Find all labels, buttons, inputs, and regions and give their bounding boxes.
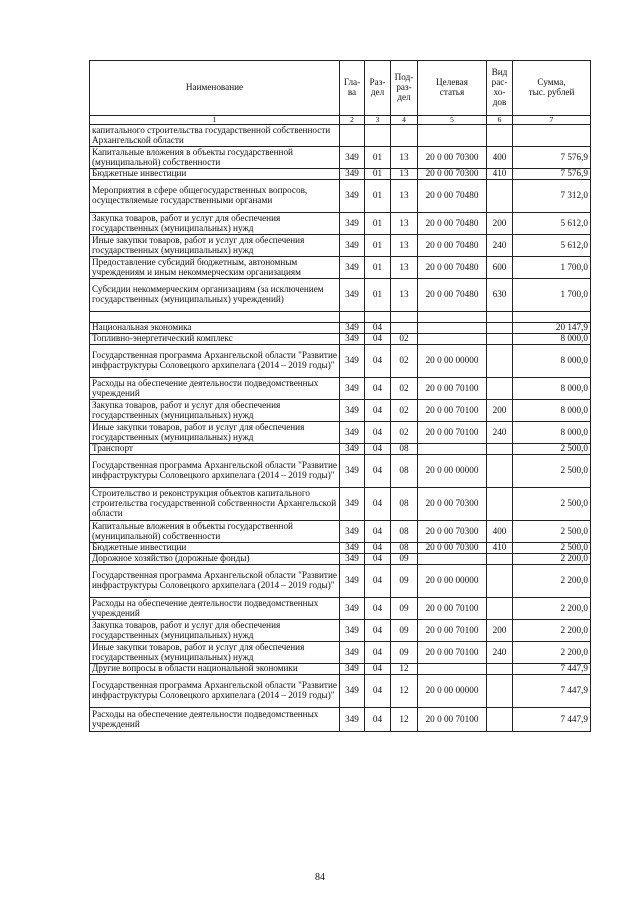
row-subsection: 12 [391, 675, 418, 708]
col-index: 7 [513, 116, 591, 125]
table-row [90, 422, 591, 444]
row-name: Государственная программа Архангельской области "Развитие инфраструктуры Соловецкого архипелага (2014 – 2019 годы)" [90, 565, 340, 598]
row-chapter: 349 [340, 257, 365, 279]
row-expense-type [487, 554, 513, 565]
table-row [90, 444, 591, 455]
row-chapter: 349 [340, 213, 365, 235]
row-target-item [418, 334, 487, 345]
row-target-item: 20 0 00 70480 [418, 213, 487, 235]
row-section: 04 [365, 455, 391, 488]
row-name: Дорожное хозяйство (дорожные фонды) [90, 554, 340, 565]
row-sum: 2 500,0 [513, 444, 591, 455]
table-row [90, 488, 591, 521]
row-subsection: 13 [391, 213, 418, 235]
row-subsection [391, 312, 418, 323]
row-section: 04 [365, 642, 391, 664]
row-target-item: 20 0 00 70100 [418, 708, 487, 732]
row-section: 01 [365, 180, 391, 213]
row-target-item: 20 0 00 70100 [418, 400, 487, 422]
row-subsection: 08 [391, 455, 418, 488]
row-expense-type: 200 [487, 620, 513, 642]
table-row [90, 169, 591, 180]
row-expense-type [487, 675, 513, 708]
table-row [90, 642, 591, 664]
col-index: 3 [365, 116, 391, 125]
header-target-item: Целевая статья [418, 61, 487, 116]
row-expense-type: 630 [487, 279, 513, 312]
row-section: 04 [365, 554, 391, 565]
row-target-item: 20 0 00 70480 [418, 235, 487, 257]
row-subsection: 02 [391, 334, 418, 345]
row-target-item [418, 125, 487, 147]
table-row [90, 125, 591, 147]
row-chapter: 349 [340, 598, 365, 620]
row-target-item [418, 554, 487, 565]
row-subsection: 02 [391, 345, 418, 378]
row-name: Другие вопросы в области национальной экономики [90, 664, 340, 675]
row-target-item [418, 664, 487, 675]
row-section: 01 [365, 169, 391, 180]
row-expense-type: 240 [487, 235, 513, 257]
row-target-item: 20 0 00 70480 [418, 180, 487, 213]
row-section: 04 [365, 334, 391, 345]
row-section: 01 [365, 213, 391, 235]
row-sum: 1 700,0 [513, 257, 591, 279]
row-chapter: 349 [340, 279, 365, 312]
row-expense-type [487, 708, 513, 732]
row-subsection: 09 [391, 554, 418, 565]
header-name: Наименование [90, 61, 340, 116]
row-name: Государственная программа Архангельской области "Развитие инфраструктуры Соловецкого архипелага (2014 – 2019 годы)" [90, 455, 340, 488]
row-chapter: 349 [340, 455, 365, 488]
row-expense-type: 200 [487, 213, 513, 235]
row-subsection: 08 [391, 521, 418, 543]
row-chapter: 349 [340, 378, 365, 400]
row-name: Строительство и реконструкция объектов капитального строительства государственной собственности Архангельской области [90, 488, 340, 521]
row-chapter: 349 [340, 444, 365, 455]
row-name: Субсидии некоммерческим организациям (за исключением государственных (муниципальных) учреждений) [90, 279, 340, 312]
row-section: 04 [365, 521, 391, 543]
row-target-item: 20 0 00 70100 [418, 642, 487, 664]
row-sum: 2 500,0 [513, 521, 591, 543]
row-expense-type [487, 455, 513, 488]
page-number: 84 [315, 872, 325, 883]
row-chapter [340, 125, 365, 147]
header-expense-type: Вид рас- хо- дов [487, 61, 513, 116]
row-name: Капитальные вложения в объекты государственной (муниципальной) собственности [90, 147, 340, 169]
row-chapter: 349 [340, 565, 365, 598]
table-row [90, 708, 591, 732]
row-subsection: 13 [391, 235, 418, 257]
row-target-item: 20 0 00 70480 [418, 279, 487, 312]
row-name: Бюджетные инвестиции [90, 169, 340, 180]
col-index: 1 [90, 116, 340, 125]
row-expense-type: 240 [487, 642, 513, 664]
row-sum: 8 000,0 [513, 378, 591, 400]
row-sum: 7 447,9 [513, 708, 591, 732]
row-chapter: 349 [340, 323, 365, 334]
row-subsection: 12 [391, 708, 418, 732]
table-row [90, 334, 591, 345]
row-name: Бюджетные инвестиции [90, 543, 340, 554]
row-target-item: 20 0 00 00000 [418, 565, 487, 598]
row-name [90, 312, 340, 323]
row-sum: 20 147,9 [513, 323, 591, 334]
row-chapter: 349 [340, 521, 365, 543]
row-target-item: 20 0 00 70480 [418, 257, 487, 279]
row-section: 04 [365, 565, 391, 598]
row-subsection: 08 [391, 488, 418, 521]
row-sum: 7 576,9 [513, 169, 591, 180]
budget-table-page [89, 60, 590, 732]
row-sum: 2 200,0 [513, 642, 591, 664]
row-target-item [418, 323, 487, 334]
row-expense-type [487, 312, 513, 323]
header-sum: Сумма, тыс. рублей [513, 61, 591, 116]
table-row [90, 213, 591, 235]
row-section: 01 [365, 257, 391, 279]
row-expense-type: 200 [487, 400, 513, 422]
row-chapter: 349 [340, 345, 365, 378]
table-row [90, 323, 591, 334]
row-name: Капитальные вложения в объекты государственной (муниципальной) собственности [90, 521, 340, 543]
row-name: Иные закупки товаров, работ и услуг для обеспечения государственных (муниципальных) нужд [90, 235, 340, 257]
row-target-item: 20 0 00 00000 [418, 675, 487, 708]
row-target-item: 20 0 00 70100 [418, 422, 487, 444]
table-row [90, 279, 591, 312]
row-expense-type [487, 598, 513, 620]
row-subsection: 08 [391, 543, 418, 554]
row-expense-type [487, 323, 513, 334]
table-row [90, 620, 591, 642]
row-sum: 7 447,9 [513, 675, 591, 708]
row-section: 04 [365, 675, 391, 708]
row-subsection: 02 [391, 378, 418, 400]
row-target-item: 20 0 00 70100 [418, 598, 487, 620]
row-section: 04 [365, 400, 391, 422]
row-chapter: 349 [340, 334, 365, 345]
row-chapter: 349 [340, 543, 365, 554]
row-section: 04 [365, 543, 391, 554]
row-section [365, 312, 391, 323]
row-chapter: 349 [340, 554, 365, 565]
row-expense-type: 600 [487, 257, 513, 279]
row-subsection: 02 [391, 422, 418, 444]
row-target-item: 20 0 00 70300 [418, 521, 487, 543]
row-expense-type [487, 180, 513, 213]
header-subsection: Под- раз- дел [391, 61, 418, 116]
budget-table [89, 60, 591, 732]
row-expense-type [487, 125, 513, 147]
row-section: 04 [365, 378, 391, 400]
row-chapter: 349 [340, 235, 365, 257]
row-name: Национальная экономика [90, 323, 340, 334]
row-name: Предоставление субсидий бюджетным, автономным учреждениям и иным некоммерческим организациям [90, 257, 340, 279]
row-sum [513, 312, 591, 323]
row-name: Закупка товаров, работ и услуг для обеспечения государственных (муниципальных) нужд [90, 213, 340, 235]
row-subsection: 13 [391, 180, 418, 213]
row-expense-type [487, 334, 513, 345]
row-expense-type: 400 [487, 521, 513, 543]
row-name: Государственная программа Архангельской области "Развитие инфраструктуры Соловецкого архипелага (2014 – 2019 годы)" [90, 675, 340, 708]
row-name: Иные закупки товаров, работ и услуг для обеспечения государственных (муниципальных) нужд [90, 642, 340, 664]
row-subsection: 08 [391, 444, 418, 455]
row-sum [513, 125, 591, 147]
row-section: 01 [365, 279, 391, 312]
table-row [90, 554, 591, 565]
row-name: Расходы на обеспечение деятельности подведомственных учреждений [90, 378, 340, 400]
row-section: 04 [365, 345, 391, 378]
table-row [90, 345, 591, 378]
table-row [90, 455, 591, 488]
table-row [90, 543, 591, 554]
row-sum: 7 312,0 [513, 180, 591, 213]
row-subsection: 13 [391, 279, 418, 312]
row-subsection [391, 125, 418, 147]
row-sum: 7 447,9 [513, 664, 591, 675]
row-section: 04 [365, 444, 391, 455]
row-target-item: 20 0 00 70300 [418, 488, 487, 521]
row-expense-type: 410 [487, 169, 513, 180]
row-section [365, 125, 391, 147]
row-section: 04 [365, 488, 391, 521]
row-chapter: 349 [340, 675, 365, 708]
row-sum: 8 000,0 [513, 345, 591, 378]
row-sum: 5 612,0 [513, 235, 591, 257]
table-row [90, 675, 591, 708]
row-section: 01 [365, 235, 391, 257]
row-chapter: 349 [340, 708, 365, 732]
row-name: Расходы на обеспечение деятельности подведомственных учреждений [90, 708, 340, 732]
row-chapter: 349 [340, 620, 365, 642]
row-name: Топливно-энергетический комплекс [90, 334, 340, 345]
row-name: капитального строительства государственной собственности Архангельской области [90, 125, 340, 147]
row-target-item: 20 0 00 70100 [418, 378, 487, 400]
row-section: 04 [365, 708, 391, 732]
row-subsection: 02 [391, 400, 418, 422]
table-row [90, 598, 591, 620]
row-subsection: 09 [391, 565, 418, 598]
row-sum: 2 500,0 [513, 455, 591, 488]
row-sum: 2 200,0 [513, 620, 591, 642]
header-section: Раз- дел [365, 61, 391, 116]
col-index: 5 [418, 116, 487, 125]
row-sum: 5 612,0 [513, 213, 591, 235]
row-sum: 8 000,0 [513, 422, 591, 444]
row-chapter: 349 [340, 400, 365, 422]
row-subsection: 09 [391, 620, 418, 642]
row-chapter: 349 [340, 642, 365, 664]
row-sum: 2 500,0 [513, 488, 591, 521]
row-subsection: 13 [391, 147, 418, 169]
row-target-item [418, 444, 487, 455]
row-chapter: 349 [340, 664, 365, 675]
row-name: Государственная программа Архангельской области "Развитие инфраструктуры Соловецкого архипелага (2014 – 2019 годы)" [90, 345, 340, 378]
table-row [90, 565, 591, 598]
row-target-item [418, 312, 487, 323]
row-sum: 2 200,0 [513, 598, 591, 620]
col-index: 6 [487, 116, 513, 125]
row-name: Мероприятия в сфере общегосударственных вопросов, осуществляемые государственными органами [90, 180, 340, 213]
table-row [90, 312, 591, 323]
header-row [90, 61, 591, 116]
row-name: Закупка товаров, работ и услуг для обеспечения государственных (муниципальных) нужд [90, 620, 340, 642]
row-sum: 2 500,0 [513, 543, 591, 554]
table-row [90, 257, 591, 279]
row-section: 01 [365, 147, 391, 169]
row-expense-type [487, 488, 513, 521]
row-chapter: 349 [340, 180, 365, 213]
row-chapter: 349 [340, 422, 365, 444]
row-subsection [391, 323, 418, 334]
row-target-item: 20 0 00 70300 [418, 147, 487, 169]
row-subsection: 09 [391, 598, 418, 620]
row-name: Закупка товаров, работ и услуг для обеспечения государственных (муниципальных) нужд [90, 400, 340, 422]
row-sum: 8 000,0 [513, 334, 591, 345]
table-row [90, 147, 591, 169]
row-chapter: 349 [340, 488, 365, 521]
row-expense-type: 410 [487, 543, 513, 554]
row-subsection: 13 [391, 169, 418, 180]
row-section: 04 [365, 422, 391, 444]
table-row [90, 664, 591, 675]
row-section: 04 [365, 620, 391, 642]
table-row [90, 521, 591, 543]
table-row [90, 180, 591, 213]
row-name: Расходы на обеспечение деятельности подведомственных учреждений [90, 598, 340, 620]
row-section: 04 [365, 323, 391, 334]
row-chapter: 349 [340, 147, 365, 169]
row-target-item: 20 0 00 70300 [418, 543, 487, 554]
col-index: 2 [340, 116, 365, 125]
row-chapter: 349 [340, 169, 365, 180]
row-expense-type [487, 664, 513, 675]
row-subsection: 12 [391, 664, 418, 675]
table-row [90, 400, 591, 422]
row-subsection: 13 [391, 257, 418, 279]
row-expense-type [487, 378, 513, 400]
header-chapter: Гла- ва [340, 61, 365, 116]
row-expense-type [487, 345, 513, 378]
row-sum: 2 200,0 [513, 565, 591, 598]
row-expense-type: 240 [487, 422, 513, 444]
row-sum: 7 576,9 [513, 147, 591, 169]
table-row [90, 378, 591, 400]
row-sum: 8 000,0 [513, 400, 591, 422]
row-chapter [340, 312, 365, 323]
column-index-row [90, 116, 591, 125]
table-body [90, 125, 591, 732]
table-row [90, 235, 591, 257]
row-section: 04 [365, 598, 391, 620]
row-name: Транспорт [90, 444, 340, 455]
row-target-item: 20 0 00 00000 [418, 455, 487, 488]
row-name: Иные закупки товаров, работ и услуг для обеспечения государственных (муниципальных) нужд [90, 422, 340, 444]
row-sum: 1 700,0 [513, 279, 591, 312]
row-target-item: 20 0 00 70100 [418, 620, 487, 642]
col-index: 4 [391, 116, 418, 125]
row-section: 04 [365, 664, 391, 675]
row-target-item: 20 0 00 70300 [418, 169, 487, 180]
row-subsection: 09 [391, 642, 418, 664]
row-expense-type [487, 565, 513, 598]
row-target-item: 20 0 00 00000 [418, 345, 487, 378]
row-expense-type [487, 444, 513, 455]
row-expense-type: 400 [487, 147, 513, 169]
row-sum: 2 200,0 [513, 554, 591, 565]
